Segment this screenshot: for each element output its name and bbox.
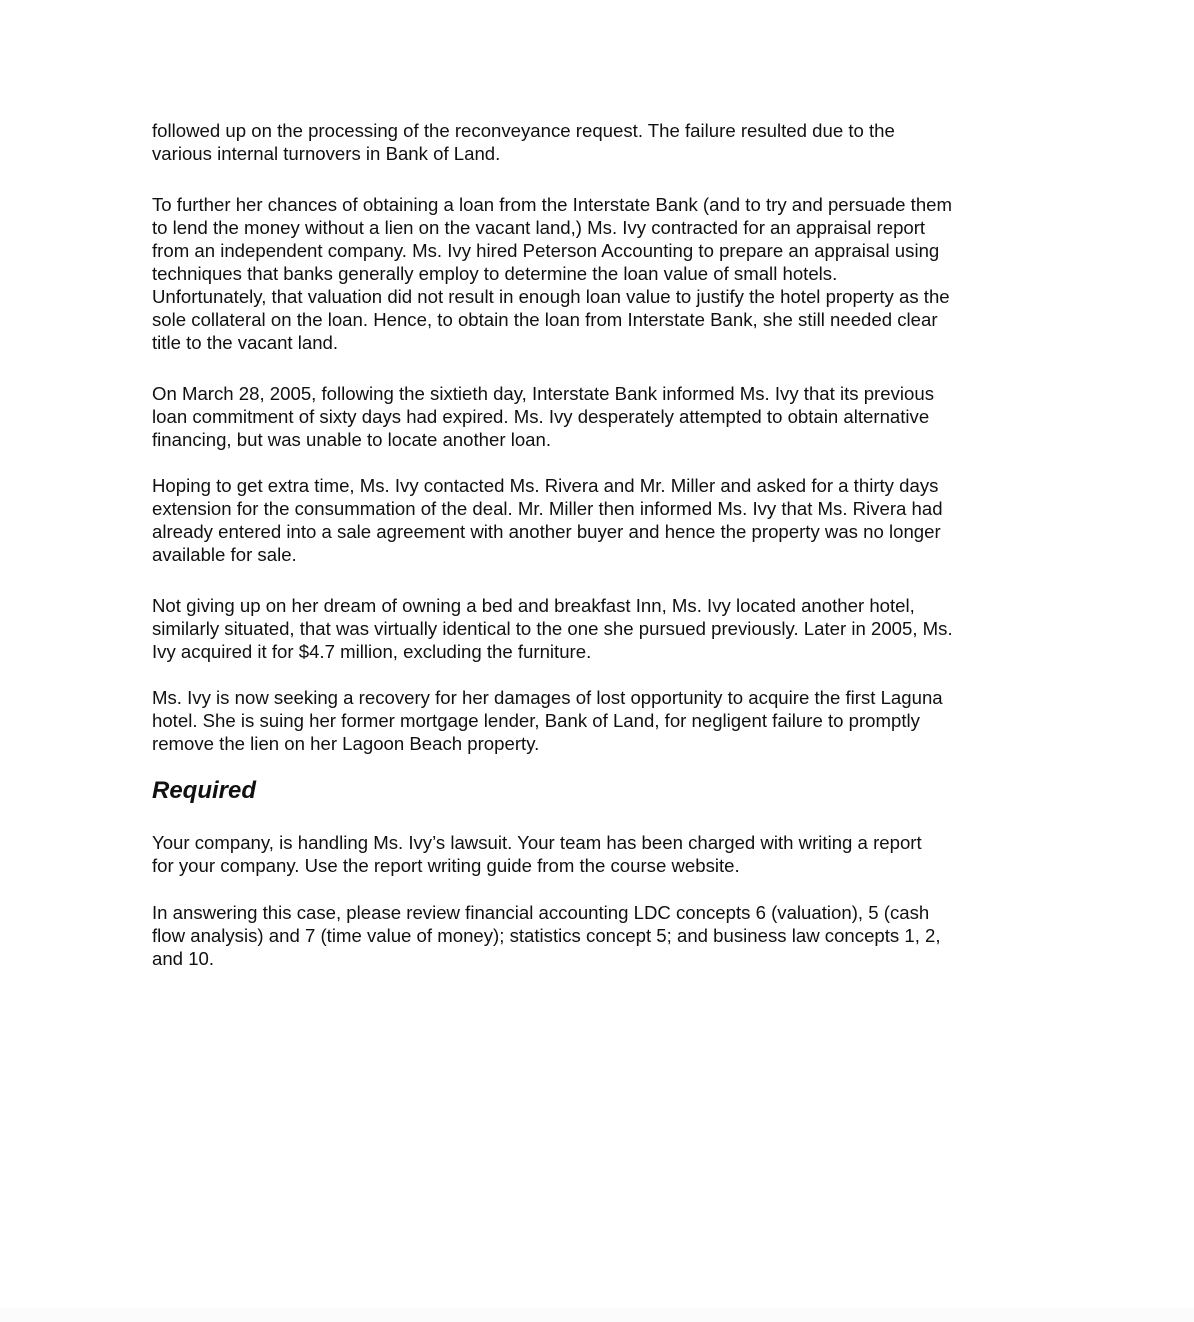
paragraph-loan-expired: On March 28, 2005, following the sixtieth day, Interstate Bank informed Ms. Ivy that its previous loan commitment of sixty days had expired. Ms. Ivy desperately attempted to obtain alternative financing, but was unable to locate another loan. bbox=[152, 383, 934, 450]
paragraph-reconveyance: followed up on the processing of the reconveyance request. The failure resulted due to the various internal turnovers in Bank of Land. bbox=[152, 120, 895, 164]
paragraph-another-hotel: Not giving up on her dream of owning a bed and breakfast Inn, Ms. Ivy located another hotel, similarly situated, that was virtually identical to the one she pursued previously. Later in 2005, Ms. Ivy acquired it for $4.7 million, excluding the furniture. bbox=[152, 595, 953, 662]
page-bottom-edge bbox=[0, 1308, 1194, 1322]
required-heading: Required bbox=[152, 777, 257, 804]
paragraph-extension-request: Hoping to get extra time, Ms. Ivy contacted Ms. Rivera and Mr. Miller and asked for a thirty days extension for the consummation of the deal. Mr. Miller then informed Ms. Ivy that Ms. Rivera had already entered into a sale agreement with another buyer and hence the property was no longer available for sale. bbox=[152, 475, 943, 565]
paragraph-concepts-review: In answering this case, please review financial accounting LDC concepts 6 (valuation), 5 (cash flow analysis) and 7 (time value of money); statistics concept 5; and business law concepts 1, 2, and 10. bbox=[152, 902, 941, 969]
document-body bbox=[152, 119, 1032, 970]
paragraph-report-task: Your company, is handling Ms. Ivy’s lawsuit. Your team has been charged with writing a report for your company. Use the report writing guide from the course website. bbox=[152, 832, 922, 876]
paragraph-appraisal: To further her chances of obtaining a loan from the Interstate Bank (and to try and persuade them to lend the money without a lien on the vacant land,) Ms. Ivy contracted for an appraisal report from an independent company. Ms. Ivy hired Peterson Accounting to prepare an appraisal using techniques that banks generally employ to determine the loan value of small hotels. Unfortunately, that valuation did not result in enough loan value to justify the hotel property as the sole collateral on the loan. Hence, to obtain the loan from Interstate Bank, she still needed clear title to the vacant land. bbox=[152, 194, 953, 353]
paragraph-lawsuit: Ms. Ivy is now seeking a recovery for her damages of lost opportunity to acquire the first Laguna hotel. She is suing her former mortgage lender, Bank of Land, for negligent failure to promptly remove the lien on her Lagoon Beach property. bbox=[152, 687, 943, 754]
